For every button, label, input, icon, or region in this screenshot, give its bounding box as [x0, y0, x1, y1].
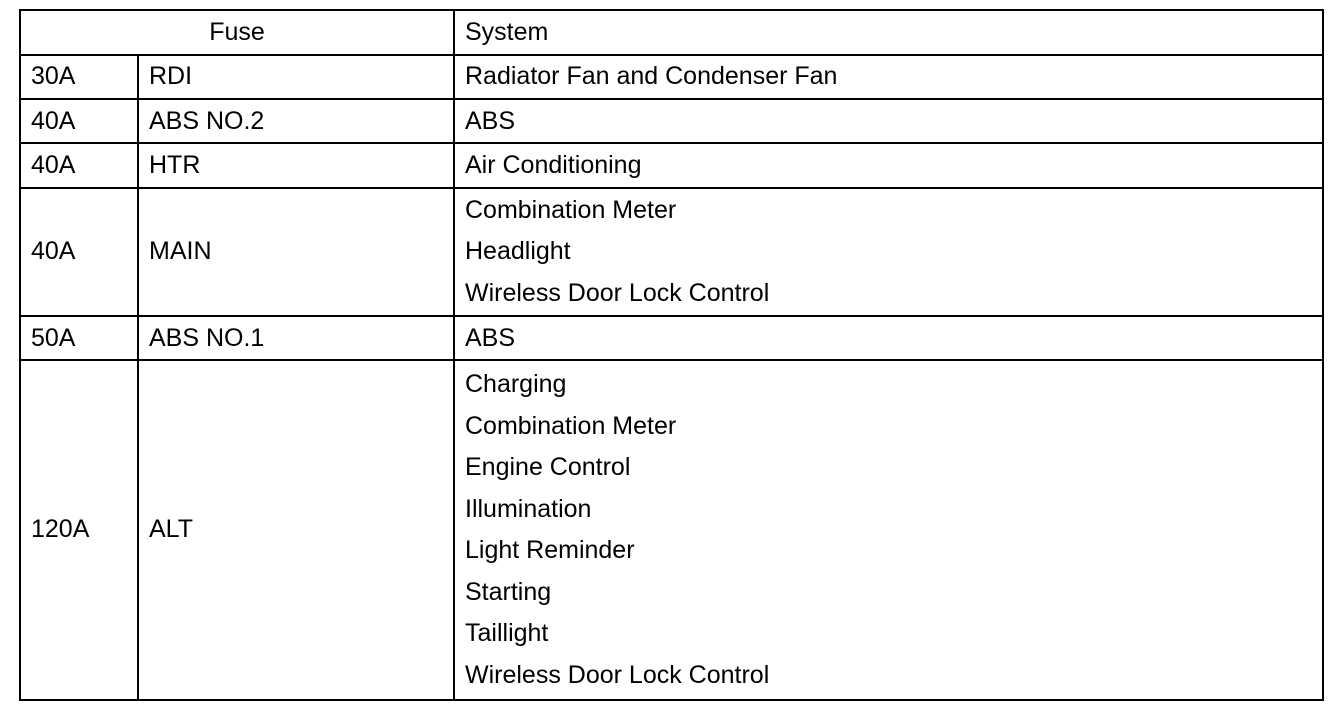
- system-item: Light Reminder: [465, 536, 635, 565]
- system-item: Combination Meter: [465, 411, 677, 440]
- fuse-name: MAIN: [138, 188, 454, 317]
- system-item: Combination Meter: [465, 195, 677, 224]
- system-item: Charging: [465, 370, 567, 399]
- table-row: [20, 143, 1323, 187]
- system-item: Taillight: [465, 619, 549, 648]
- fuse-amperage: 50A: [20, 316, 138, 360]
- table-row: [20, 99, 1323, 143]
- system-item: Headlight: [465, 237, 571, 266]
- fuse-name: HTR: [138, 143, 454, 187]
- system-cell: [454, 143, 1323, 187]
- fuse-amperage: 40A: [20, 99, 138, 143]
- system-item: ABS: [465, 323, 516, 352]
- fuse-name: ABS NO.2: [138, 99, 454, 143]
- fuse-table: [19, 9, 1324, 701]
- fuse-name: RDI: [138, 55, 454, 99]
- fuse-name: ALT: [138, 360, 454, 700]
- table-row: [20, 55, 1323, 99]
- system-cell: [454, 360, 1323, 700]
- system-item: Air Conditioning: [465, 150, 642, 179]
- fuse-header: Fuse: [20, 10, 454, 55]
- header-row: [20, 10, 1323, 55]
- fuse-amperage: 30A: [20, 55, 138, 99]
- system-item: Wireless Door Lock Control: [465, 278, 770, 307]
- system-item: Illumination: [465, 494, 592, 523]
- system-item: Engine Control: [465, 453, 631, 482]
- table-row: [20, 316, 1323, 360]
- fuse-rows: [20, 55, 1323, 700]
- table-row: [20, 360, 1323, 700]
- system-cell: [454, 99, 1323, 143]
- system-item: Starting: [465, 577, 552, 606]
- system-cell: [454, 55, 1323, 99]
- fuse-name: ABS NO.1: [138, 316, 454, 360]
- system-item: Wireless Door Lock Control: [465, 660, 770, 689]
- system-cell: [454, 188, 1323, 317]
- system-header: System: [454, 10, 1323, 55]
- system-item: Radiator Fan and Condenser Fan: [465, 62, 838, 91]
- table-row: [20, 188, 1323, 317]
- fuse-amperage: 40A: [20, 143, 138, 187]
- system-item: ABS: [465, 106, 516, 135]
- fuse-amperage: 120A: [20, 360, 138, 700]
- system-cell: [454, 316, 1323, 360]
- fuse-amperage: 40A: [20, 188, 138, 317]
